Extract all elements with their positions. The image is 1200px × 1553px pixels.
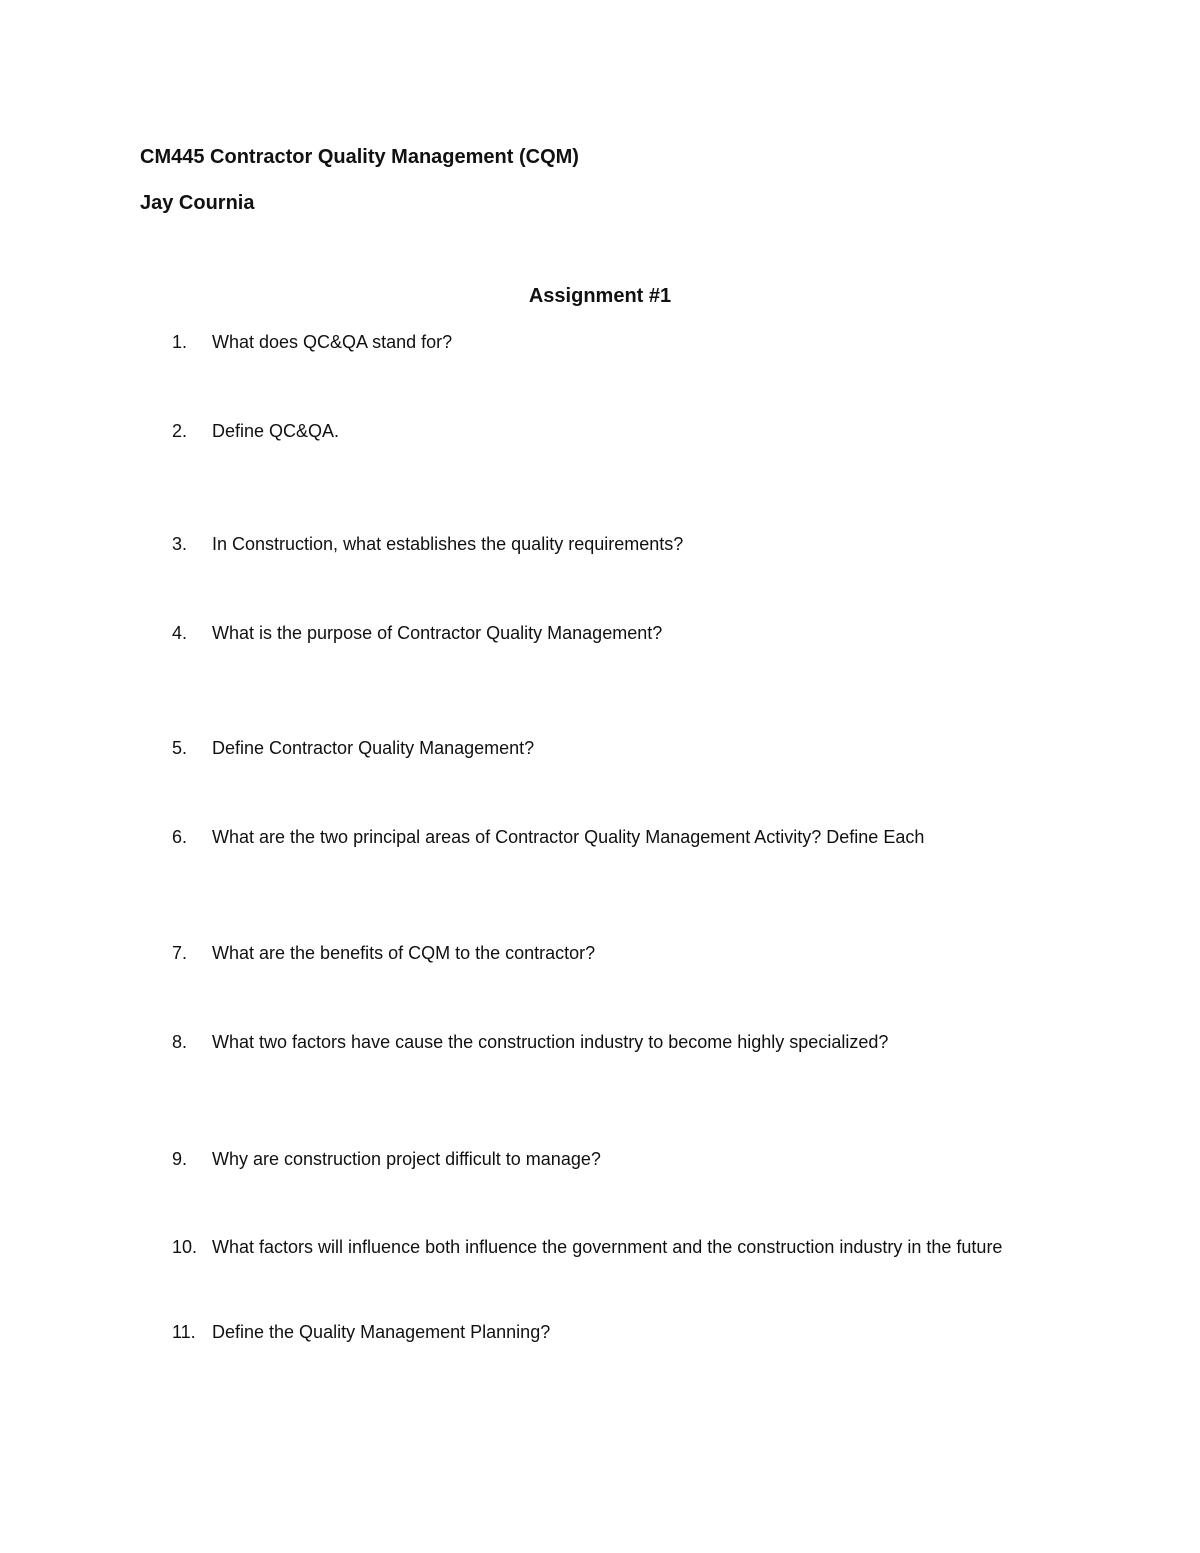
question-number: 5. <box>172 738 188 758</box>
question-number: 11. <box>172 1322 196 1342</box>
question-text: Define the Quality Management Planning? <box>212 1322 551 1342</box>
question-number: 7. <box>172 943 188 963</box>
question-text: What are the two principal areas of Contractor Quality Management Activity? Define Each <box>212 827 925 847</box>
question-text: What factors will influence both influence the government and the construction industry in the future <box>212 1237 1003 1257</box>
question-number: 4. <box>172 623 188 643</box>
course-title: CM445 Contractor Quality Management (CQM) <box>140 146 579 168</box>
question-number: 1. <box>172 332 188 352</box>
question-text: In Construction, what establishes the quality requirements? <box>212 534 684 554</box>
author-name: Jay Cournia <box>140 192 255 214</box>
question-number: 6. <box>172 827 188 847</box>
question-text: Define Contractor Quality Management? <box>212 738 535 758</box>
assignment-title: Assignment #1 <box>528 285 672 307</box>
question-text: What does QC&QA stand for? <box>212 332 453 352</box>
question-text: What are the benefits of CQM to the contractor? <box>212 943 596 963</box>
question-text: Why are construction project difficult to manage? <box>212 1149 601 1169</box>
question-text: What is the purpose of Contractor Quality Management? <box>212 623 663 643</box>
question-number: 10. <box>172 1237 198 1257</box>
question-number: 3. <box>172 534 188 554</box>
question-number: 8. <box>172 1032 188 1052</box>
question-text: What two factors have cause the construction industry to become highly specialized? <box>212 1032 889 1052</box>
question-number: 2. <box>172 421 188 441</box>
question-number: 9. <box>172 1149 188 1169</box>
question-text: Define QC&QA. <box>212 421 340 441</box>
